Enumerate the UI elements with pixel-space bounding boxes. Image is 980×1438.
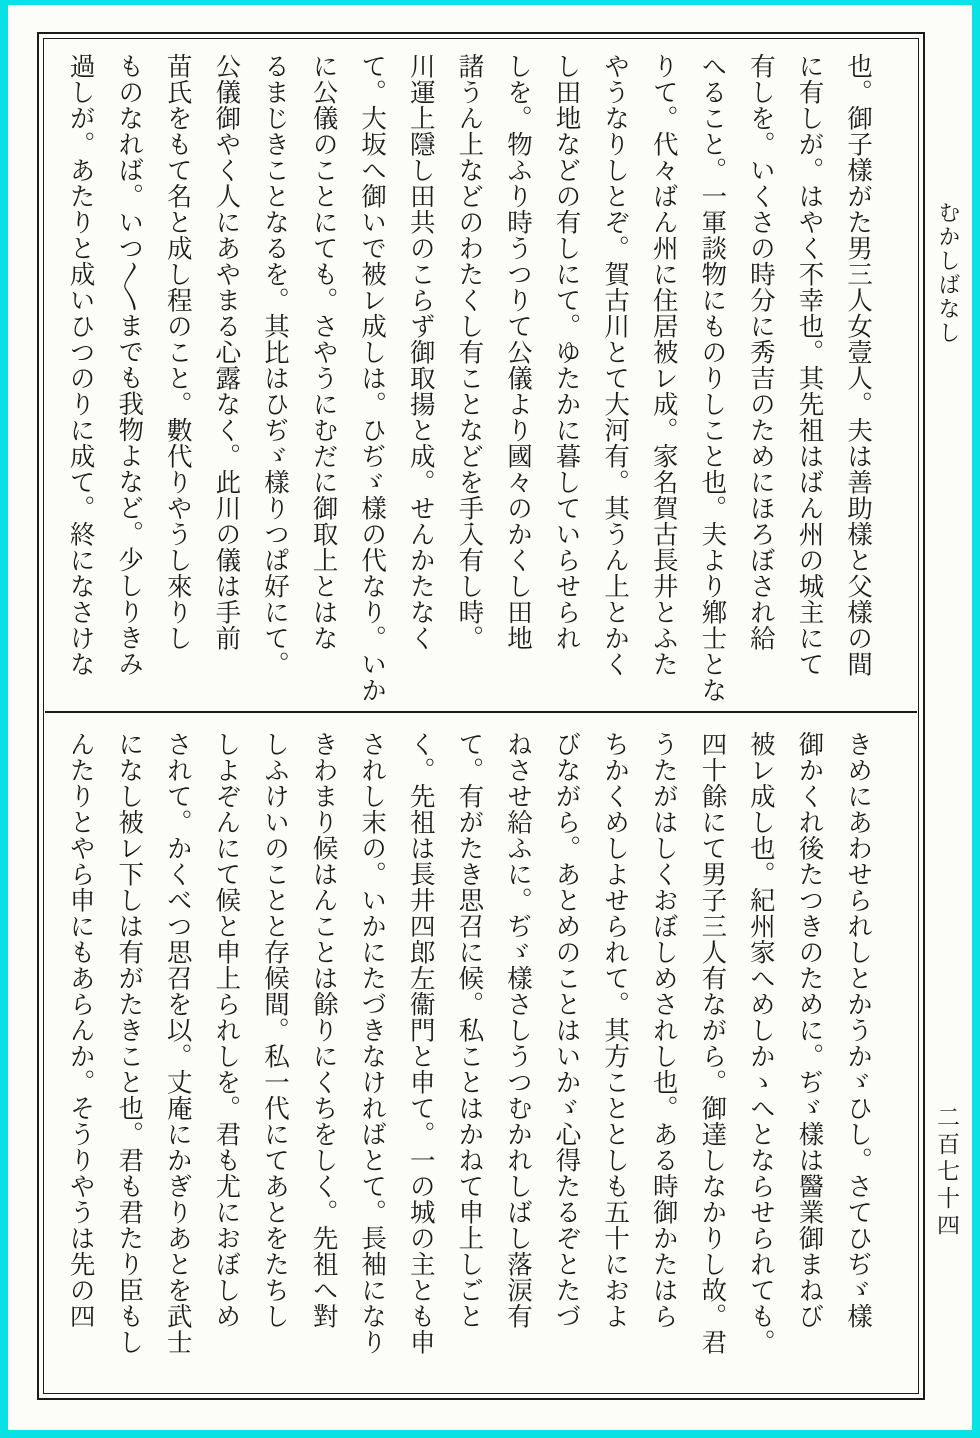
text-column: 有しを。いくさの時分に秀吉のためにほろぼされ給 <box>745 53 776 651</box>
text-column: きめにあわせられしとかうかゞひし。さてひぢゞ樣 <box>843 731 874 1329</box>
text-column: しよぞんにて候と申上られしを。君も尤におぼしめ <box>211 731 242 1329</box>
text-column: て。有がたき思召に候。私ことはかねて申上しごと <box>454 731 485 1329</box>
text-column: へること。一軍談物にものりしこと也。夫より鄕士とな <box>697 53 728 703</box>
text-column: されて。かくべつ思召を以。丈庵にかぎりあとを武士 <box>162 731 193 1355</box>
text-column: 也。御子樣がた男三人女壹人。夫は善助樣と父樣の間 <box>843 53 874 677</box>
page-frame <box>37 32 925 1400</box>
text-column: やうなりしとぞ。賀古川とて大河有。其うん上とかく <box>600 53 631 677</box>
upper-text-block <box>44 39 902 711</box>
text-column: に有しが。はやく不幸也。其先祖はばん州の城主にて <box>794 53 825 677</box>
text-column: 過しが。あたりと成いひつのりに成て。終になさけな <box>65 53 96 677</box>
text-column: ものなれば。いつ〱までも我物よなど。少しりきみ <box>114 53 145 677</box>
text-column: し田地などの有しにて。ゆたかに暮していらせられ <box>551 53 582 651</box>
text-column: に公儀のことにても。さやうにむだに御取上とはな <box>308 53 339 651</box>
text-column: 公儀御やく人にあやまる心露なく。此川の儀は手前 <box>211 53 242 651</box>
text-column: しふけいのことと存候間。私一代にてあとをたちし <box>259 731 290 1329</box>
text-column: 御かくれ後たつきのために。ぢゞ樣は醫業御まねび <box>794 731 825 1329</box>
lower-text-block <box>44 713 902 1389</box>
text-column: されし末の。いかにたづきなければとて。長袖になり <box>357 731 388 1355</box>
text-column: るまじきことなるを。其比はひぢゞ樣りつぱ好にて。 <box>259 53 290 677</box>
text-column: しを。物ふり時うつりて公儀より國々のかくし田地 <box>502 53 533 651</box>
text-column: きわまり候はんことは餘りにくちをしく。先祖へ對 <box>308 731 339 1329</box>
text-column: んたりとやら申にもあらんか。そうりやうは先の四 <box>65 731 96 1329</box>
text-column: ねさせ給ふに。ぢゞ樣さしうつむかれしばし落涙有 <box>502 731 533 1329</box>
text-column: になし被レ下しは有がたきこと也。君も君たり臣もし <box>114 731 145 1355</box>
text-column: りて。代々ばん州に住居被レ成。家名賀古長井とふた <box>648 53 679 677</box>
text-column: うたがはしくおぼしめされし也。ある時御かたはら <box>648 731 679 1329</box>
text-column: 諸うん上などのわたくし有ことなどを手入有し時。 <box>454 53 485 651</box>
margin-running-title: むかしばなし <box>935 201 960 345</box>
text-column: ちかくめしよせられて。其方こととしも五十におよ <box>600 731 631 1329</box>
text-column: 苗氏をもて名と成し程のこと。數代りやうし來りし <box>162 53 193 651</box>
text-column: びながら。あとめのことはいかゞ心得たるぞとたづ <box>551 731 582 1329</box>
text-column: 川運上隱し田共のこらず御取揚と成。せんかたなく <box>405 53 436 651</box>
paper-page <box>8 5 972 1430</box>
text-column: 四十餘にて男子三人有ながら。御達しなかりし故。君 <box>697 731 728 1355</box>
text-column: て。大坂へ御いで被レ成しは。ひぢゞ樣の代なり。いか <box>357 53 388 703</box>
page-frame-inner-rule <box>43 38 919 1394</box>
text-column: く。先祖は長井四郎左衞門と申て。一の城の主とも申 <box>405 731 436 1355</box>
margin-page-number: 二百七十四 <box>933 1105 959 1240</box>
text-column: 被レ成し也。紀州家へめしかゝへとならせられても。 <box>745 731 776 1355</box>
